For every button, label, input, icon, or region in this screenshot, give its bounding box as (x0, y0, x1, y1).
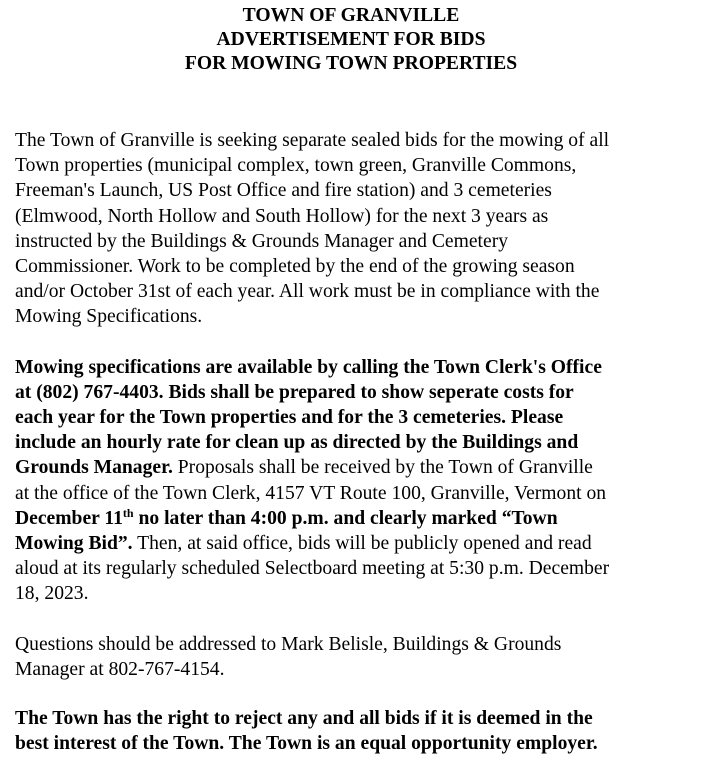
paragraph-specifications (15, 355, 687, 607)
paragraph-questions (15, 632, 687, 682)
text-line: Freeman's Launch, US Post Office and fire station) and 3 cemeteries (15, 180, 552, 202)
text-line (15, 455, 687, 480)
text-bold: Mowing Bid”. (15, 533, 133, 555)
heading-subject: FOR MOWING TOWN PROPERTIES (184, 53, 518, 74)
text-line: The Town of Granville is seeking separate sealed bids for the mowing of all (15, 130, 610, 151)
document-heading (15, 4, 687, 76)
text-line: each year for the Town properties and for the 3 cemeteries. Please (15, 407, 564, 429)
text-line: Commissioner. Work to be completed by the end of the growing season (15, 256, 575, 278)
text-line: Questions should be addressed to Mark Belisle, Buildings & Grounds (15, 633, 562, 655)
text-line: instructed by the Buildings & Grounds Manager and Cemetery (15, 230, 509, 252)
text-line: and/or October 31st of each year. All work must be in compliance with the (15, 281, 600, 303)
text-line: Mowing specifications are available by calling the Town Clerk's Office (15, 356, 602, 378)
text-line: include an hourly rate for clean up as directed by the Buildings and (15, 432, 579, 454)
text-line: Town properties (municipal complex, town green, Granville Commons, (15, 155, 577, 177)
text-line: Manager at 802-767-4154. (15, 658, 225, 680)
text-bold: no later than 4:00 p.m. and clearly marked “Town (133, 507, 558, 529)
text-normal: Proposals shall be received by the Town of Granville (172, 457, 593, 479)
text-line (15, 531, 687, 556)
paragraph-rights-notice (15, 706, 687, 756)
text-normal: Then, at said office, bids will be publicly opened and read (132, 533, 592, 555)
text-line: (Elmwood, North Hollow and South Hollow) for the next 3 years as (15, 205, 549, 227)
paragraph-bid-overview (15, 128, 687, 330)
text-line: Mowing Specifications. (15, 306, 203, 328)
text-line (15, 506, 687, 531)
text-line: The Town has the right to reject any and all bids if it is deemed in the (15, 708, 593, 730)
heading-advertisement: ADVERTISEMENT FOR BIDS (216, 29, 486, 50)
text-line: aloud at its regularly scheduled Selectboard meeting at 5:30 p.m. December (15, 558, 610, 580)
heading-town-name: TOWN OF GRANVILLE (242, 5, 460, 26)
ordinal-suffix: th (122, 505, 134, 520)
text-line: at the office of the Town Clerk, 4157 VT Route 100, Granville, Vermont on (15, 482, 607, 504)
text-line: 18, 2023. (15, 583, 89, 605)
text-bold: December 11 (15, 507, 123, 529)
text-bold: Grounds Manager. (15, 457, 173, 479)
text-line: at (802) 767-4403. Bids shall be prepared to show seperate costs for (15, 381, 574, 403)
text-line: best interest of the Town. The Town is an equal opportunity employer. (15, 733, 598, 755)
